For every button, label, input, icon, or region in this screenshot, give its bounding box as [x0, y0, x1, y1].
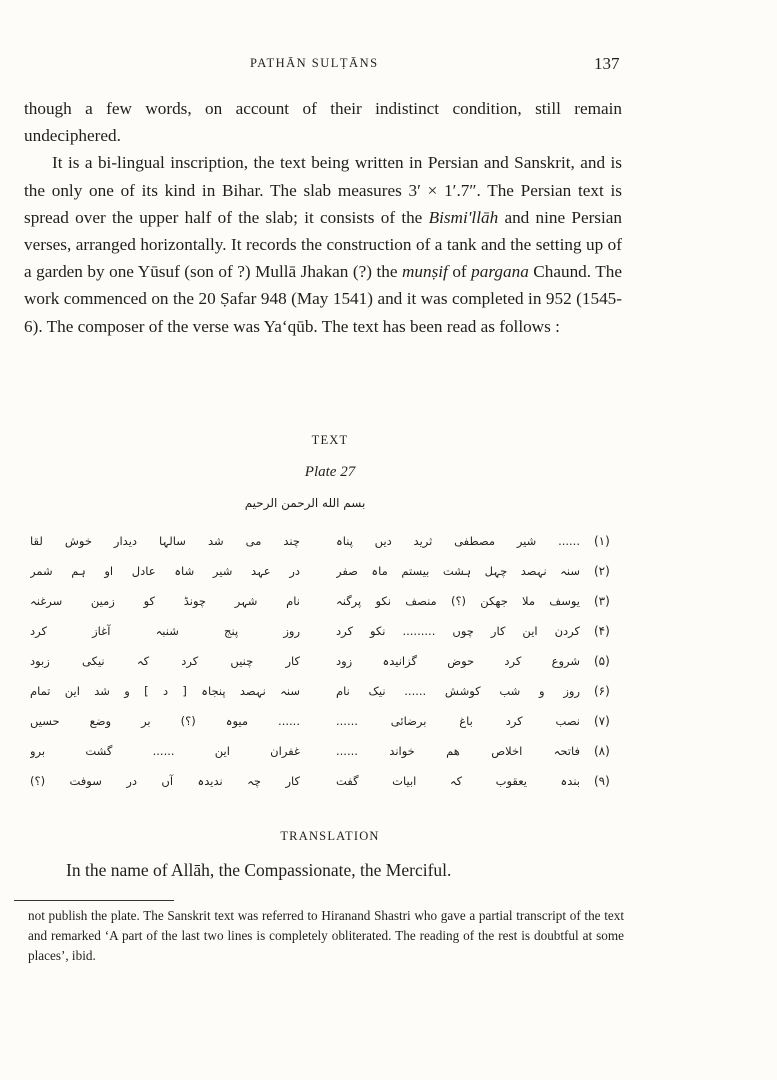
verse-left-hemistich: چند می شد سالہا دیدار خوش لقا	[30, 534, 300, 548]
verse-row	[30, 590, 620, 614]
verse-right-hemistich: یوسف ملا جھکن (؟) منصف نکو پرگنہ	[336, 594, 580, 608]
verse-number: (۷)	[594, 714, 610, 728]
paragraph-2-text-2: and nine Persian verses, arranged horizontally. It records the construction of a tank and the setting up of a garden by one Yūsuf (son of ?) Mullā Jhakan (?) the	[24, 207, 622, 282]
verse-row	[30, 740, 620, 764]
pargana-term: pargana	[471, 262, 529, 282]
paragraph-1: though a few words, on account of their indistinct condition, still remain undeciphered.	[24, 99, 622, 146]
footnote	[28, 906, 624, 966]
paragraph-2-text-1: It is a bi-lingual inscription, the text being written in Persian and Sanskrit, and is the only one of its kind in Bihar. The slab measures 3′ × 1′.7″. The Persian text is spread over the upper half of the slab; it consists of the	[24, 153, 622, 227]
verse-row	[30, 770, 620, 794]
verse-number: (۸)	[594, 744, 610, 758]
verse-number: (۲)	[594, 564, 610, 578]
verse-number: (۶)	[594, 684, 610, 698]
translation-heading: TRANSLATION	[280, 829, 380, 843]
verse-right-hemistich: روز و شب کوشش ...... نیک نام	[336, 684, 580, 698]
paragraph-2-text-4: Chaund. The work commenced on the 20 Ṣafar 948 (May 1541) and it was completed in 952 (1545-6). The composer of the verse was Ya‘qūb. The text has been read as follows :	[24, 262, 622, 336]
verse-left-hemistich: غفران این ...... گشت برو	[30, 744, 300, 758]
verse-left-hemistich: در عہد شیر شاہ عادل او ہم شمر	[30, 564, 300, 578]
verse-row	[30, 710, 620, 734]
text-heading: TEXT	[311, 433, 349, 447]
running-head	[0, 54, 777, 76]
verse-number: (۵)	[594, 654, 610, 668]
verse-row	[30, 560, 620, 584]
verse-right-hemistich: ...... شیر مصطفی ثرید دیں پناہ	[336, 534, 580, 548]
verse-right-hemistich: کردن این کار چوں ......... نکو کرد	[336, 624, 580, 638]
verse-row	[30, 620, 620, 644]
verse-left-hemistich: سنہ نہصد پنجاہ [ د ] و شد این تمام	[30, 684, 300, 698]
verse-row	[30, 650, 620, 674]
verse-right-hemistich: سنہ نہصد چہل ہشت بیستم ماہ صفر	[336, 564, 580, 578]
bismillah-term: Bismi'llāh	[428, 207, 499, 227]
body-text	[24, 95, 622, 340]
verse-number: (۱)	[594, 534, 610, 548]
paragraph-2	[24, 149, 622, 339]
running-title: PATHĀN SULṬĀNS	[250, 56, 379, 70]
verse-number: (۴)	[594, 624, 610, 638]
verse-number: (۹)	[594, 774, 610, 788]
bismillah-line: بسم الله الرحمن الرحيم	[244, 496, 366, 510]
footnote-text: not publish the plate. The Sanskrit text was referred to Hiranand Shastri who gave a partial transcript of the text and remarked ‘A part of the last two lines is completely obliterated. The reading of the rest is doubtful at some places’, ibid.	[28, 908, 624, 963]
verse-right-hemistich: فاتحہ اخلاص ھم خواند ......	[336, 744, 580, 758]
verse-left-hemistich: نام شہر چونڈ کو زمین سرغنہ	[30, 594, 300, 608]
page-number: 137	[594, 54, 620, 73]
verse-left-hemistich: کار چہ ندیدہ آں در سوفت (؟)	[30, 774, 300, 788]
verse-right-hemistich: نصب کرد باغ برضائی ......	[336, 714, 580, 728]
verse-left-hemistich: روز پنج شنبہ آغاز کرد	[30, 624, 300, 638]
verse-left-hemistich: ...... میوہ (؟) بر وضع حسیں	[30, 714, 300, 728]
translation-line-1: In the name of Allāh, the Compassionate, the Merciful.	[66, 860, 452, 880]
verse-right-hemistich: شروع کرد حوض گزانیدہ زود	[336, 654, 580, 668]
verse-row	[30, 530, 620, 554]
verse-right-hemistich: بندہ یعقوب کہ ابیات گفت	[336, 774, 580, 788]
munsif-term: munṣif	[401, 262, 448, 282]
plate-label: Plate 27	[304, 464, 356, 480]
verse-row	[30, 680, 620, 704]
verse-left-hemistich: کار چنیں کرد کہ نیکی زبود	[30, 654, 300, 668]
footnote-rule	[14, 900, 174, 901]
paragraph-2-text-3: of	[447, 262, 472, 282]
verse-number: (۳)	[594, 594, 610, 608]
